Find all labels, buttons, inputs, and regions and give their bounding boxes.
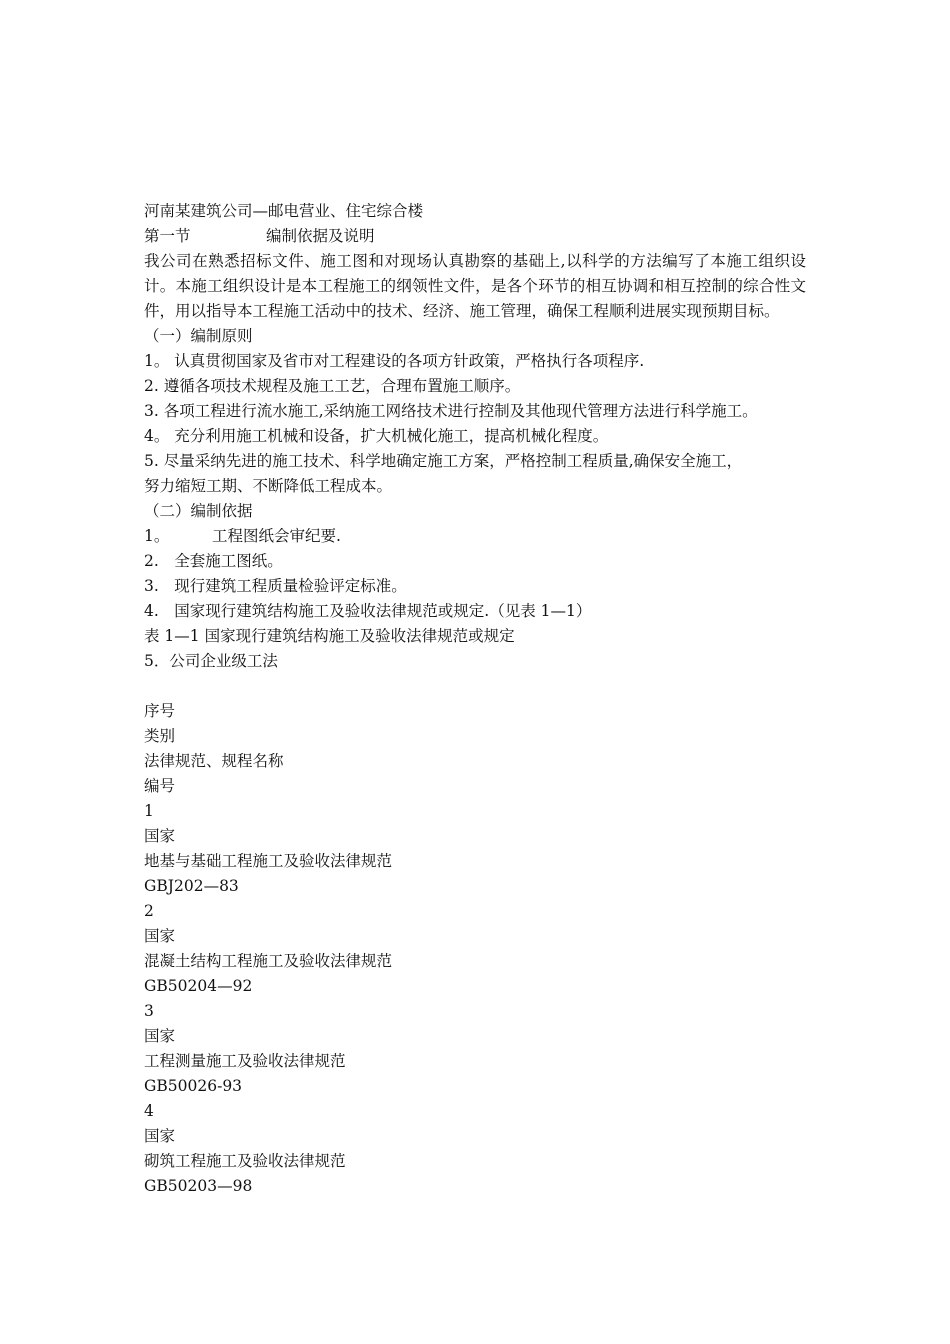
section-title: 编制依据及说明 bbox=[266, 227, 375, 245]
basis-item: 4. 国家现行建筑结构施工及验收法律规范或规定.（见表 1—1） bbox=[144, 602, 592, 620]
table-header-cell: 序号 bbox=[144, 702, 176, 720]
regulations-table bbox=[144, 699, 814, 1199]
principle-item: 4。 充分利用施工机械和设备，扩大机械化施工，提高机械化程度。 bbox=[144, 427, 609, 445]
principle-item: 5. 尽量采纳先进的施工技术、科学地确定施工方案，严格控制工程质量,确保安全施工， bbox=[144, 452, 743, 470]
section-label: 第一节 bbox=[144, 227, 191, 245]
table-cell-number: 2 bbox=[144, 902, 154, 920]
table-cell-category: 国家 bbox=[144, 1027, 176, 1045]
table-cell-code: GB50026-93 bbox=[144, 1077, 243, 1095]
basis-item bbox=[144, 524, 814, 549]
document-title: 河南某建筑公司—邮电营业、住宅综合楼 bbox=[144, 202, 424, 220]
table-cell-code: GB50204—92 bbox=[144, 977, 253, 995]
basis-item-text: 工程图纸会审纪要. bbox=[212, 527, 341, 545]
blank-line bbox=[144, 674, 814, 699]
table-cell-number: 1 bbox=[144, 802, 154, 820]
table-cell-code: GB50203—98 bbox=[144, 1177, 253, 1195]
table-cell-category: 国家 bbox=[144, 927, 176, 945]
principle-item: 1。 认真贯彻国家及省市对工程建设的各项方针政策，严格执行各项程序. bbox=[144, 352, 645, 370]
table-row bbox=[144, 999, 814, 1099]
table-header-cell: 法律规范、规程名称 bbox=[144, 752, 284, 770]
section-heading bbox=[144, 224, 814, 249]
table-cell-number: 4 bbox=[144, 1102, 154, 1120]
table-cell-category: 国家 bbox=[144, 827, 176, 845]
table-header-cell: 类别 bbox=[144, 727, 176, 745]
table-caption: 表 1—1 国家现行建筑结构施工及验收法律规范或规定 bbox=[144, 627, 515, 645]
table-header-cell: 编号 bbox=[144, 777, 176, 795]
basis-item: 2. 全套施工图纸。 bbox=[144, 552, 283, 570]
table-cell-name: 砌筑工程施工及验收法律规范 bbox=[144, 1152, 346, 1170]
principle-item: 2. 遵循各项技术规程及施工工艺，合理布置施工顺序。 bbox=[144, 377, 521, 395]
basis-item: 5．公司企业级工法 bbox=[144, 652, 278, 670]
document-page bbox=[144, 199, 814, 1199]
principle-item: 努力缩短工期、不断降低工程成本。 bbox=[144, 477, 393, 495]
table-row bbox=[144, 1099, 814, 1199]
intro-paragraph: 我公司在熟悉招标文件、施工图和对现场认真勘察的基础上,以科学的方法编写了本施工组织设计。本施工组织设计是本工程施工的纲领性文件，是各个环节的相互协调和相互控制的综合性文件，用以指导本工程施工活动中的技术、经济、施工管理，确保工程顺利进展实现预期目标。 bbox=[144, 252, 806, 320]
table-cell-name: 地基与基础工程施工及验收法律规范 bbox=[144, 852, 393, 870]
basis-item-number: 1。 bbox=[144, 527, 170, 545]
principle-item: 3. 各项工程进行流水施工,采纳施工网络技术进行控制及其他现代管理方法进行科学施工。 bbox=[144, 402, 758, 420]
table-cell-category: 国家 bbox=[144, 1127, 176, 1145]
principles-heading: （一）编制原则 bbox=[144, 327, 253, 345]
basis-item: 3. 现行建筑工程质量检验评定标准。 bbox=[144, 577, 407, 595]
table-row bbox=[144, 799, 814, 899]
basis-heading: （二）编制依据 bbox=[144, 502, 253, 520]
table-cell-name: 混凝土结构工程施工及验收法律规范 bbox=[144, 952, 393, 970]
table-cell-name: 工程测量施工及验收法律规范 bbox=[144, 1052, 346, 1070]
table-cell-code: GBJ202—83 bbox=[144, 877, 239, 895]
table-cell-number: 3 bbox=[144, 1002, 154, 1020]
table-row bbox=[144, 899, 814, 999]
